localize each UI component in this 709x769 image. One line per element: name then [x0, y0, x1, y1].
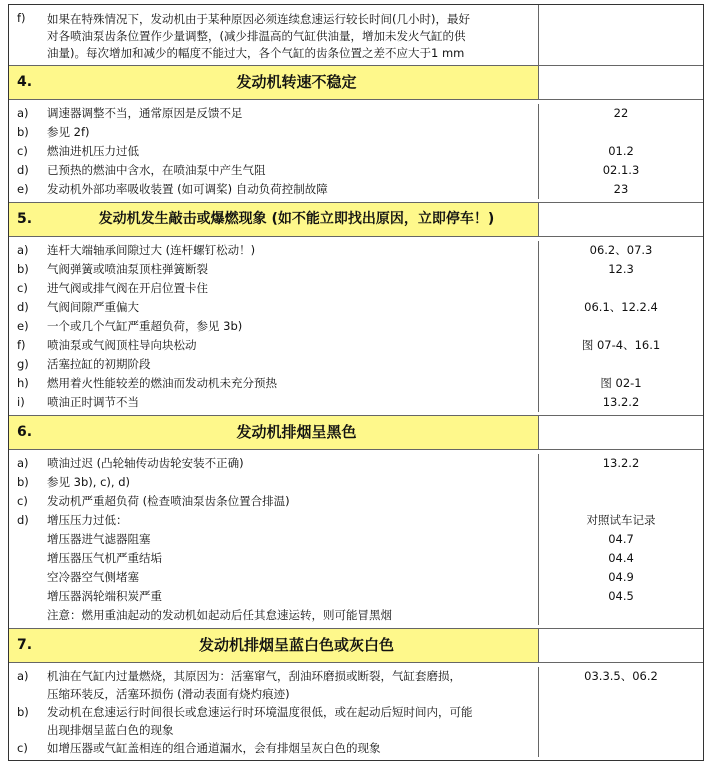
list-item	[9, 739, 703, 757]
item-letter: a)	[17, 669, 29, 683]
list-item	[9, 317, 703, 336]
section-header-6	[9, 415, 703, 449]
item-text-line: 压缩环装反，活塞环损伤 (滑动表面有烧灼痕迹)	[47, 687, 290, 701]
item-reference	[538, 123, 703, 142]
reference-cell	[538, 416, 703, 449]
item-letter	[9, 549, 47, 568]
section-number: 5.	[17, 211, 33, 227]
item-letter: i)	[17, 395, 25, 409]
item-letter: c)	[17, 741, 28, 755]
list-item	[9, 568, 703, 587]
list-item	[9, 473, 703, 492]
item-letter: b)	[17, 262, 29, 276]
section-title: 发动机发生敲击或爆燃现象 (如不能立即找出原因，立即停车！)	[98, 211, 495, 227]
item-description: 发动机严重超负荷 (检查喷油泵齿条位置合排温)	[47, 494, 290, 508]
list-item	[9, 703, 703, 739]
item-description: 活塞拉缸的初期阶段	[47, 357, 151, 371]
section-number: 4.	[17, 74, 33, 90]
item-letter	[9, 530, 47, 549]
item-letter: d)	[17, 300, 29, 314]
item-text-line: 对各喷油泵齿条位置作少量调整，(减少排温高的气缸供油量，增加未发火气缸的供	[47, 29, 466, 43]
item-text-line: 机油在气缸内过量燃烧，其原因为：活塞窜气，刮油环磨损或断裂，气缸套磨损，	[47, 669, 461, 683]
section-header-4	[9, 65, 703, 99]
list-item	[9, 355, 703, 374]
list-item	[9, 298, 703, 317]
item-reference	[538, 473, 703, 492]
item-description: 增压压力过低：	[47, 513, 128, 527]
item-description: 喷油泵或气阀顶柱导向块松动	[47, 338, 197, 352]
section-number: 6.	[17, 424, 33, 440]
item-reference: 01.2	[538, 142, 703, 161]
item-reference: 13.2.2	[538, 393, 703, 412]
section-number: 7.	[17, 637, 33, 653]
list-item	[9, 336, 703, 355]
item-reference: 13.2.2	[538, 454, 703, 473]
list-item	[9, 587, 703, 606]
item-reference: 对照试车记录	[538, 511, 703, 530]
list-item	[9, 279, 703, 298]
item-description: 参见 2f)	[47, 125, 90, 139]
list-item	[9, 142, 703, 161]
troubleshooting-table	[8, 4, 704, 761]
item-description: 已预热的燃油中含水，在喷油泵中产生气阻	[47, 163, 266, 177]
item-text-line: 发动机在怠速运行时间很长或怠速运行时环境温度很低，或在起动后短时间内，可能	[47, 705, 473, 719]
list-item	[9, 260, 703, 279]
item-letter: d)	[17, 513, 29, 527]
item-letter: a)	[17, 243, 29, 257]
item-letter	[9, 587, 47, 606]
item-letter: b)	[17, 475, 29, 489]
item-reference	[538, 279, 703, 298]
reference-cell	[538, 66, 703, 99]
item-reference: 图 02-1	[538, 374, 703, 393]
item-reference	[538, 703, 703, 739]
item-letter: c)	[17, 494, 28, 508]
item-reference	[538, 492, 703, 511]
list-item	[9, 161, 703, 180]
item-reference	[538, 355, 703, 374]
item-letter: f)	[17, 11, 26, 25]
list-item	[9, 454, 703, 473]
item-letter: h)	[17, 376, 29, 390]
reference-cell	[538, 629, 703, 662]
list-item	[9, 549, 703, 568]
list-item	[9, 104, 703, 123]
list-item	[9, 606, 703, 625]
reference-cell	[538, 203, 703, 236]
top-item-row	[9, 5, 703, 65]
item-reference: 03.3.5、06.2	[538, 667, 703, 703]
item-reference: 12.3	[538, 260, 703, 279]
item-reference	[538, 739, 703, 757]
section-body-4	[9, 99, 703, 202]
list-item	[9, 667, 703, 703]
section-body-5	[9, 236, 703, 415]
item-description: 气阀弹簧或喷油泵顶柱弹簧断裂	[47, 262, 208, 276]
item-text-line: 油量)。每次增加和减少的幅度不能过大，各个气缸的齿条位置之差不应大于1 mm	[47, 46, 465, 60]
item-description: 参见 3b), c), d)	[47, 475, 130, 489]
section-header-5	[9, 202, 703, 236]
list-item	[9, 393, 703, 412]
list-item	[9, 530, 703, 549]
item-description: 注意：燃用重油起动的发动机如起动后任其怠速运转，则可能冒黑烟	[47, 608, 392, 622]
item-letter: a)	[17, 106, 29, 120]
item-text-line: 出现排烟呈蓝白色的现象	[47, 723, 174, 737]
item-description: 调速器调整不当，通常原因是反馈不足	[47, 106, 243, 120]
section-body-7	[9, 662, 703, 760]
item-letter: c)	[17, 144, 28, 158]
item-letter: c)	[17, 281, 28, 295]
item-description: 进气阀或排气阀在开启位置卡住	[47, 281, 208, 295]
item-reference: 04.9	[538, 568, 703, 587]
item-description: 一个或几个气缸严重超负荷，参见 3b)	[47, 319, 243, 333]
item-description: 发动机外部功率吸收装置 (如可调桨) 自动负荷控制故障	[47, 182, 328, 196]
item-reference: 23	[538, 180, 703, 199]
item-description: 增压器压气机严重结垢	[47, 551, 162, 565]
item-letter: f)	[17, 338, 26, 352]
item-letter: b)	[17, 705, 29, 719]
item-letter	[9, 606, 47, 625]
section-body-6	[9, 449, 703, 628]
item-reference	[538, 606, 703, 625]
item-description: 燃用着火性能较差的燃油而发动机未充分预热	[47, 376, 277, 390]
list-item	[9, 123, 703, 142]
item-reference: 04.4	[538, 549, 703, 568]
item-description: 增压器进气滤器阻塞	[47, 532, 151, 546]
list-item	[9, 492, 703, 511]
item-reference	[538, 317, 703, 336]
item-text-line: 如增压器或气缸盖相连的组合通道漏水，会有排烟呈灰白色的现象	[47, 741, 381, 755]
item-reference: 02.1.3	[538, 161, 703, 180]
section-header-7	[9, 628, 703, 662]
item-letter: e)	[17, 319, 29, 333]
item-description: 连杆大端轴承间隙过大 (连杆螺钉松动！)	[47, 243, 256, 257]
item-letter: g)	[17, 357, 29, 371]
item-reference: 22	[538, 104, 703, 123]
item-letter	[9, 568, 47, 587]
item-letter: e)	[17, 182, 29, 196]
section-title: 发动机排烟呈黑色	[236, 423, 357, 441]
item-letter: a)	[17, 456, 29, 470]
list-item	[9, 241, 703, 260]
list-item	[9, 180, 703, 199]
section-title: 发动机排烟呈蓝白色或灰白色	[198, 636, 394, 654]
item-description: 空冷器空气侧堵塞	[47, 570, 139, 584]
item-reference: 图 07-4、16.1	[538, 336, 703, 355]
item-description: 气阀间隙严重偏大	[47, 300, 139, 314]
item-description: 增压器涡轮端积炭严重	[47, 589, 162, 603]
item-description: 喷油过迟 (凸轮轴传动齿轮安装不正确)	[47, 456, 244, 470]
section-title: 发动机转速不稳定	[236, 73, 357, 91]
item-description: 燃油进机压力过低	[47, 144, 139, 158]
list-item	[9, 511, 703, 530]
item-letter: d)	[17, 163, 29, 177]
reference-cell	[539, 5, 703, 65]
item-description: 喷油正时调节不当	[47, 395, 139, 409]
item-text-line: 如果在特殊情况下，发动机由于某种原因必须连续怠速运行较长时间(几小时)，最好	[47, 12, 470, 26]
item-letter: b)	[17, 125, 29, 139]
item-reference: 04.7	[538, 530, 703, 549]
item-reference: 04.5	[538, 587, 703, 606]
item-reference: 06.1、12.2.4	[538, 298, 703, 317]
item-reference: 06.2、07.3	[538, 241, 703, 260]
list-item	[9, 374, 703, 393]
